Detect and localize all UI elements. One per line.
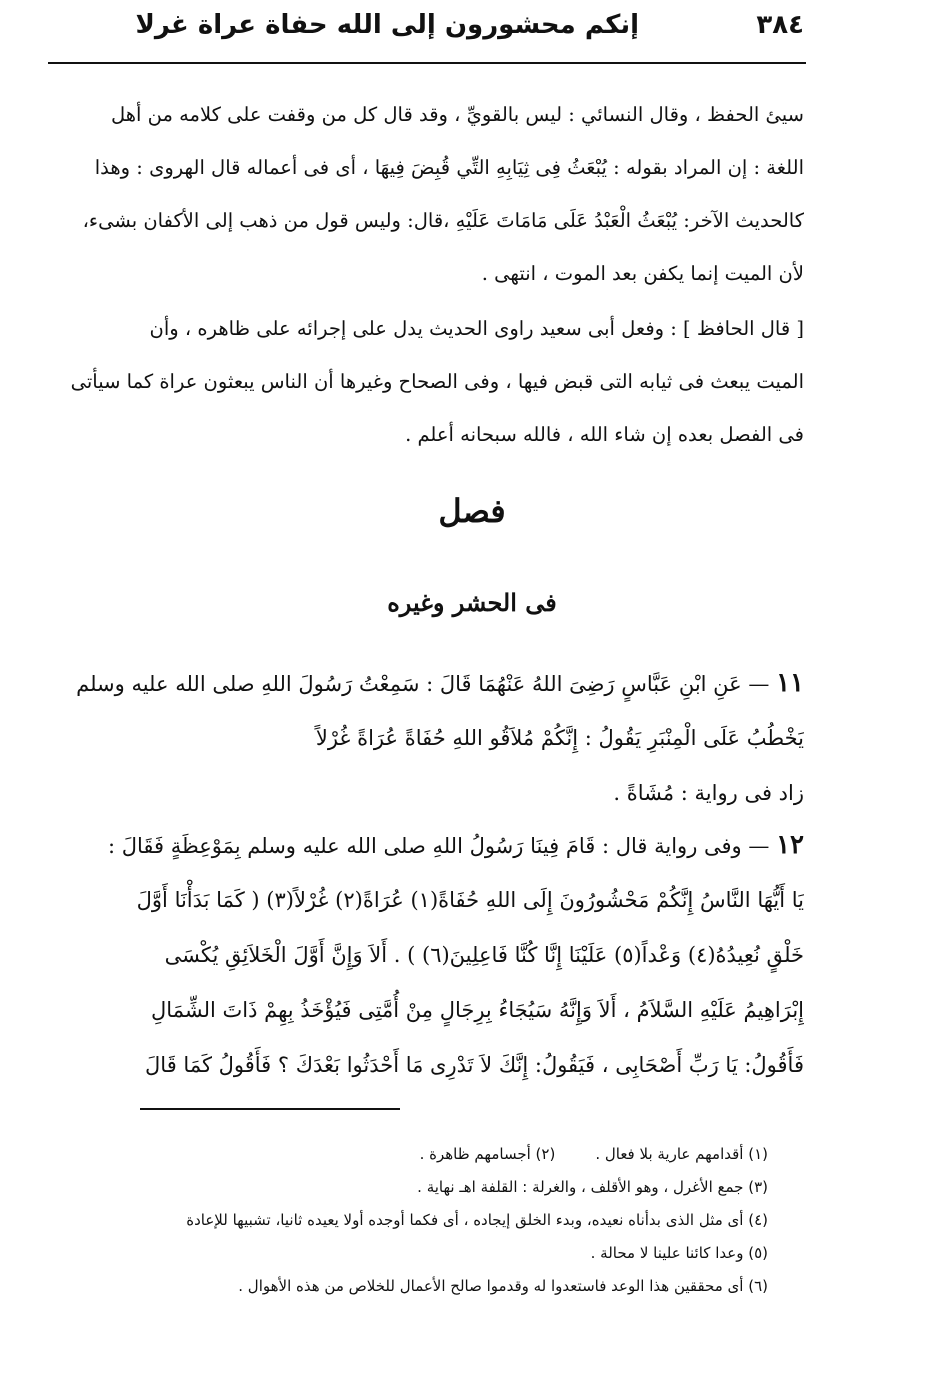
footnote-rule	[140, 1108, 400, 1110]
footnote-6: (٦) أى محققين هذا الوعد فاستعدوا له وقدموا صالح الأعمال للخلاص من هذه الأهوال .	[238, 1277, 768, 1295]
text-line: كالحديث الآخر: يُبْعَثُ الْعَبْدُ عَلَى مَامَاتَ عَلَيْهِ ،قال: وليس قول من ذهب إلى الأكفان بشىء،	[82, 209, 804, 232]
hadith-line: فَأَقُولُ: يَا رَبِّ أَصْحَابِى ، فَيَقُولُ: إِنَّكَ لاَ تَدْرِى مَا أَحْدَثُوا بَعْدَكَ ؟ فَأَقُولُ كَمَا قَالَ	[145, 1053, 804, 1077]
header-rule	[48, 62, 806, 64]
text-line: سيئ الحفظ ، وقال النسائي : ليس بالقويِّ ، وقد قال كل من وقفت على كلامه من أهل	[110, 103, 804, 126]
hadith-line: يَخْطُبُ عَلَى الْمِنْبَرِ يَقُولُ : إِنَّكُمْ مُلاَقُو اللهِ حُفَاةً عُرَاةً غُرْلاً	[315, 726, 804, 750]
section-subtitle: فى الحشر وغيره	[387, 588, 557, 617]
footnote-5: (٥) وعدا كائنا علينا لا محالة .	[590, 1244, 768, 1262]
footnote-line	[40, 1138, 768, 1171]
page-number: ٣٨٤	[756, 10, 804, 40]
footnote-4: (٤) أى مثل الذى بدأناه نعيده، وبدء الخلق إيجاده ، أى فكما أوجده أولا يعيده ثانيا، تشبيها للإعادة	[186, 1211, 768, 1229]
running-title: إنكم محشورون إلى الله حفاة عراة غرلا	[135, 10, 639, 40]
section-title-text: فصل	[438, 492, 506, 530]
hadith-line: إِبْرَاهِيمُ عَلَيْهِ السَّلاَمُ ، أَلاَ وَإِنَّهُ سَيُجَاءُ بِرِجَالٍ مِنْ أُمَّتِى فَيُؤْخَذُ بِهِمْ ذَاتَ الشِّمَالِ	[151, 998, 804, 1022]
text-line: اللغة : إن المراد بقوله : يُبْعَثُ فِى ثِيَابِهِ التِّي قُبِضَ فِيهَا ، أى فى أعماله قال الهروى : وهذا	[94, 156, 804, 179]
hadith-number: ١١	[776, 668, 804, 698]
hadith-line	[50, 656, 804, 711]
section-title	[0, 492, 944, 530]
hadith-11	[50, 656, 804, 821]
page-header	[40, 8, 804, 48]
hadith-text: — وفى رواية قال : قَامَ فِينَا رَسُولُ اللهِ صلى الله عليه وسلم بِمَوْعِظَةٍ فَقَالَ :	[108, 834, 770, 858]
hadith-12	[50, 818, 804, 1093]
hadith-line: زاد فى رواية : مُشَاةً .	[613, 781, 804, 805]
hadith-line	[50, 818, 804, 873]
paragraph-2	[50, 302, 804, 461]
hadith-line: خَلْقٍ نُعِيدُهُ(٤) وَعْداً(٥) عَلَيْنَا إِنَّا كُنَّا فَاعِلِينَ(٦) ) . أَلاَ وَإِنَّ أَوَّلَ الْخَلاَئِقِ يُكْسَى	[164, 943, 804, 967]
text-line: لأن الميت إنما يكفن بعد الموت ، انتهى .	[481, 262, 804, 285]
footnotes	[40, 1138, 768, 1303]
text-line: [ قال الحافظ ] : وفعل أبى سعيد راوى الحديث يدل على إجرائه على ظاهره ، وأن	[149, 317, 804, 340]
paragraph-1	[50, 88, 804, 300]
footnote-3: (٣) جمع الأغرل ، وهو الأقلف ، والغرلة : القلفة اهـ نهاية .	[417, 1178, 768, 1196]
footnote-1: (١) أقدامهم عارية بلا فعال .	[595, 1145, 768, 1163]
footnote-2: (٢) أجسامهم ظاهرة .	[419, 1145, 556, 1163]
hadith-line: يَا أَيُّهَا النَّاسُ إِنَّكُمْ مَحْشُورُونَ إِلَى اللهِ حُفَاةً(١) عُرَاةً(٢) غُرْلاً(٣) ( كَمَا بَدَأْنَا أَوَّلَ	[136, 888, 804, 912]
hadith-number: ١٢	[776, 830, 804, 860]
text-line: الميت يبعث فى ثيابه التى قبض فيها ، وفى الصحاح وغيرها أن الناس يبعثون عراة كما سيأتى	[70, 370, 804, 393]
text-line: فى الفصل بعده إن شاء الله ، فالله سبحانه أعلم .	[405, 423, 804, 446]
hadith-text: — عَنِ ابْنِ عَبَّاسٍ رَضِىَ اللهُ عَنْهُمَا قَالَ : سَمِعْتُ رَسُولَ اللهِ صلى الله عليه وسلم	[76, 672, 770, 696]
